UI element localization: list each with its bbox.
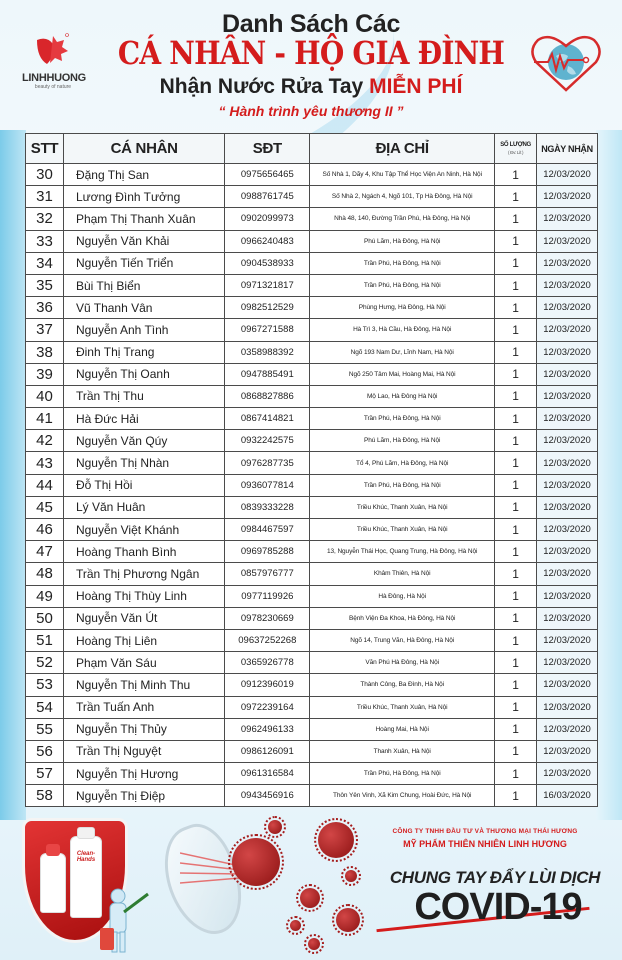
virus-icon (345, 870, 357, 882)
table-row (26, 363, 598, 385)
virus-icon (318, 822, 354, 858)
cell-stt: 50 (26, 607, 64, 629)
cell-phone: 0912396019 (225, 674, 310, 696)
virus-icon (300, 888, 320, 908)
cell-phone: 0943456916 (225, 785, 310, 807)
cell-date: 12/03/2020 (537, 718, 598, 740)
cell-qty: 1 (495, 164, 537, 186)
cell-date: 12/03/2020 (537, 408, 598, 430)
brand-tagline: beauty of nature (34, 84, 72, 90)
table-row (26, 629, 598, 651)
cell-stt: 35 (26, 274, 64, 296)
cell-stt: 54 (26, 696, 64, 718)
cell-qty: 1 (495, 186, 537, 208)
cell-address: Mộ Lao, Hà Đông Hà Nội (310, 385, 495, 407)
table-row (26, 740, 598, 762)
cell-name: Bùi Thị Biển (63, 274, 224, 296)
cell-name: Đỗ Thị Hồi (63, 474, 224, 496)
cell-phone: 0867414821 (225, 408, 310, 430)
cell-qty: 1 (495, 385, 537, 407)
table-row (26, 208, 598, 230)
footer-banner (0, 808, 622, 960)
cell-name: Lý Văn Huân (63, 496, 224, 518)
table-row (26, 696, 598, 718)
cell-date: 12/03/2020 (537, 208, 598, 230)
cell-address: Phú Lãm, Hà Đông, Hà Nội (310, 430, 495, 452)
cell-stt: 58 (26, 785, 64, 807)
cell-qty: 1 (495, 274, 537, 296)
cell-name: Nguyễn Văn Qúy (63, 430, 224, 452)
cell-date: 12/03/2020 (537, 297, 598, 319)
cell-date: 12/03/2020 (537, 430, 598, 452)
table-row (26, 563, 598, 585)
virus-icon (232, 838, 280, 886)
cell-qty: 1 (495, 341, 537, 363)
cell-stt: 31 (26, 186, 64, 208)
cell-phone: 0967271588 (225, 319, 310, 341)
cell-address: Hà Đông, Hà Nội (310, 585, 495, 607)
cell-stt: 40 (26, 385, 64, 407)
background-left-band (0, 130, 26, 820)
cell-qty: 1 (495, 363, 537, 385)
table-row (26, 164, 598, 186)
cell-address: 13, Nguyễn Thái Học, Quang Trung, Hà Đông, Hà Nội (310, 541, 495, 563)
table-row (26, 718, 598, 740)
cell-qty: 1 (495, 208, 537, 230)
table-row (26, 474, 598, 496)
cell-stt: 55 (26, 718, 64, 740)
cell-phone: 0976287735 (225, 452, 310, 474)
cell-date: 12/03/2020 (537, 230, 598, 252)
table-row (26, 341, 598, 363)
brand-name: LINHHUONG (22, 72, 86, 84)
cell-address: Ngõ 250 Tâm Mai, Hoàng Mai, Hà Nội (310, 363, 495, 385)
cell-qty: 1 (495, 607, 537, 629)
cell-qty: 1 (495, 408, 537, 430)
cell-address: Hà Trì 3, Hà Cầu, Hà Đông, Hà Nội (310, 319, 495, 341)
cell-qty: 1 (495, 629, 537, 651)
cell-address: Trần Phú, Hà Đông, Hà Nội (310, 763, 495, 785)
cell-address: Trần Phú, Hà Đông, Hà Nội (310, 252, 495, 274)
table-row (26, 585, 598, 607)
cell-stt: 38 (26, 341, 64, 363)
cell-qty: 1 (495, 541, 537, 563)
virus-icon (336, 908, 360, 932)
cell-date: 12/03/2020 (537, 341, 598, 363)
cell-name: Nguyễn Thị Minh Thu (63, 674, 224, 696)
cell-phone: 0839333228 (225, 496, 310, 518)
table-row (26, 230, 598, 252)
cell-stt: 33 (26, 230, 64, 252)
cell-stt: 36 (26, 297, 64, 319)
cell-stt: 43 (26, 452, 64, 474)
cell-name: Hà Đức Hải (63, 408, 224, 430)
table-row (26, 408, 598, 430)
cell-stt: 47 (26, 541, 64, 563)
cell-qty: 1 (495, 297, 537, 319)
cell-name: Nguyễn Tiến Triển (63, 252, 224, 274)
cell-phone: 0365926778 (225, 652, 310, 674)
cell-phone: 0986126091 (225, 740, 310, 762)
cell-qty: 1 (495, 496, 537, 518)
col-header-name: CÁ NHÂN (63, 134, 224, 164)
cell-phone: 0936077814 (225, 474, 310, 496)
cell-date: 12/03/2020 (537, 474, 598, 496)
cell-date: 12/03/2020 (537, 696, 598, 718)
cell-qty: 1 (495, 674, 537, 696)
poster-header (0, 0, 622, 128)
table-row (26, 607, 598, 629)
cell-date: 12/03/2020 (537, 763, 598, 785)
cell-qty: 1 (495, 252, 537, 274)
cell-stt: 42 (26, 430, 64, 452)
virus-icon (290, 920, 301, 931)
cell-phone: 0961316584 (225, 763, 310, 785)
small-bottle-image (40, 853, 66, 913)
col-header-address: ĐỊA CHỈ (310, 134, 495, 164)
cell-stt: 32 (26, 208, 64, 230)
table-row (26, 186, 598, 208)
heart-globe-icon (528, 28, 604, 94)
col-header-phone: SĐT (225, 134, 310, 164)
cell-qty: 1 (495, 230, 537, 252)
cell-phone: 0962496133 (225, 718, 310, 740)
cell-stt: 34 (26, 252, 64, 274)
cell-name: Nguyễn Văn Khải (63, 230, 224, 252)
cell-qty: 1 (495, 718, 537, 740)
cell-date: 12/03/2020 (537, 629, 598, 651)
cell-name: Trần Tuấn Anh (63, 696, 224, 718)
cell-stt: 57 (26, 763, 64, 785)
cell-address: Phú Lãm, Hà Đông, Hà Nội (310, 230, 495, 252)
table-row (26, 519, 598, 541)
table-row (26, 430, 598, 452)
col-header-stt: STT (26, 134, 64, 164)
cell-address: Thành Công, Ba Đình, Hà Nội (310, 674, 495, 696)
cell-address: Nhà 48, 140, Đường Trần Phú, Hà Đông, Hà Nội (310, 208, 495, 230)
cell-name: Trần Thị Phương Ngân (63, 563, 224, 585)
cell-date: 12/03/2020 (537, 519, 598, 541)
cell-name: Trần Thị Nguyệt (63, 740, 224, 762)
cell-phone: 0966240483 (225, 230, 310, 252)
cell-name: Nguyễn Thị Điệp (63, 785, 224, 807)
cell-date: 12/03/2020 (537, 585, 598, 607)
cell-phone: 0982512529 (225, 297, 310, 319)
cell-address: Số Nhà 1, Dãy 4, Khu Tập Thể Học Viện An Ninh, Hà Nội (310, 164, 495, 186)
cell-phone: 0932242575 (225, 430, 310, 452)
cell-qty: 1 (495, 585, 537, 607)
cell-stt: 39 (26, 363, 64, 385)
sprayer-person-icon (98, 886, 150, 956)
cell-date: 12/03/2020 (537, 607, 598, 629)
cell-address: Thôn Yên Vinh, Xã Kim Chung, Hoài Đức, Hà Nội (310, 785, 495, 807)
cell-qty: 1 (495, 319, 537, 341)
cell-name: Lương Đình Tưởng (63, 186, 224, 208)
table-row (26, 274, 598, 296)
table-row (26, 541, 598, 563)
table-row (26, 674, 598, 696)
cell-name: Trần Thị Thu (63, 385, 224, 407)
cell-address: Triều Khúc, Thanh Xuân, Hà Nội (310, 496, 495, 518)
cell-name: Đặng Thị San (63, 164, 224, 186)
cell-name: Nguyễn Anh Tình (63, 319, 224, 341)
recipients-table (25, 133, 598, 807)
table-row (26, 496, 598, 518)
virus-icon (308, 938, 320, 950)
cell-phone: 0904538933 (225, 252, 310, 274)
table-row (26, 785, 598, 807)
table-row (26, 652, 598, 674)
title-line-3-highlight: MIỄN PHÍ (369, 75, 463, 98)
cell-stt: 49 (26, 585, 64, 607)
cell-date: 12/03/2020 (537, 363, 598, 385)
cell-stt: 41 (26, 408, 64, 430)
table-header-row (26, 134, 598, 164)
cell-date: 12/03/2020 (537, 164, 598, 186)
cell-address: Phùng Hưng, Hà Đông, Hà Nội (310, 297, 495, 319)
company-name: CÔNG TY TNHH ĐẦU TƯ VÀ THƯƠNG MẠI THÁI HƯƠNG (392, 828, 578, 835)
cell-date: 12/03/2020 (537, 740, 598, 762)
col-header-qty (495, 134, 537, 164)
cell-name: Nguyễn Văn Út (63, 607, 224, 629)
cell-date: 12/03/2020 (537, 452, 598, 474)
cell-name: Đinh Thị Trang (63, 341, 224, 363)
cell-address: Triều Khúc, Thanh Xuân, Hà Nội (310, 519, 495, 541)
table-body (26, 164, 598, 807)
cell-phone: 0977119926 (225, 585, 310, 607)
cell-date: 12/03/2020 (537, 186, 598, 208)
col-header-qty-unit: ( Đv: Lít ) (507, 149, 524, 155)
cell-address: Triều Khúc, Thanh Xuân, Hà Nội (310, 696, 495, 718)
cell-name: Vũ Thanh Vân (63, 297, 224, 319)
virus-icon (268, 820, 282, 834)
covid-title: COVID-19 (414, 886, 582, 928)
cell-date: 12/03/2020 (537, 563, 598, 585)
cell-phone: 0969785288 (225, 541, 310, 563)
table-row (26, 297, 598, 319)
cell-qty: 1 (495, 474, 537, 496)
brand-line: MỸ PHẨM THIÊN NHIÊN LINH HƯƠNG (403, 839, 567, 849)
cell-qty: 1 (495, 785, 537, 807)
cell-phone: 0978230669 (225, 607, 310, 629)
cell-name: Hoàng Thị Liên (63, 629, 224, 651)
cell-phone: 0972239164 (225, 696, 310, 718)
cell-stt: 46 (26, 519, 64, 541)
campaign-slogan: CHUNG TAY ĐẨY LÙI DỊCH (389, 868, 601, 887)
table-row (26, 763, 598, 785)
cell-phone: 0971321817 (225, 274, 310, 296)
cell-date: 12/03/2020 (537, 385, 598, 407)
cell-address: Hoàng Mai, Hà Nội (310, 718, 495, 740)
cell-date: 12/03/2020 (537, 319, 598, 341)
cell-stt: 53 (26, 674, 64, 696)
title-line-3-prefix: Nhận Nước Rửa Tay (159, 75, 370, 98)
cell-name: Phạm Thị Thanh Xuân (63, 208, 224, 230)
cell-address: Bệnh Viện Đa Khoa, Hà Đông, Hà Nội (310, 607, 495, 629)
cell-qty: 1 (495, 652, 537, 674)
cell-address: Trần Phú, Hà Đông, Hà Nội (310, 408, 495, 430)
cell-address: Ngõ 14, Trung Văn, Hà Đông, Hà Nội (310, 629, 495, 651)
cell-phone: 0947885491 (225, 363, 310, 385)
cell-date: 12/03/2020 (537, 652, 598, 674)
title-line-1: Danh Sách Các (221, 10, 401, 38)
cell-stt: 51 (26, 629, 64, 651)
cell-qty: 1 (495, 740, 537, 762)
cell-phone: 0902099973 (225, 208, 310, 230)
cell-stt: 45 (26, 496, 64, 518)
cell-stt: 44 (26, 474, 64, 496)
cell-date: 12/03/2020 (537, 496, 598, 518)
cell-address: Trần Phú, Hà Đông, Hà Nội (310, 274, 495, 296)
cell-qty: 1 (495, 763, 537, 785)
cell-address: Văn Phú Hà Đông, Hà Nội (310, 652, 495, 674)
cell-address: Trần Phú, Hà Đông, Hà Nội (310, 474, 495, 496)
cell-date: 12/03/2020 (537, 274, 598, 296)
title-line-2: CÁ NHÂN - HỘ GIA ĐÌNH (117, 35, 505, 72)
cell-phone: 0988761745 (225, 186, 310, 208)
cell-date: 12/03/2020 (537, 541, 598, 563)
cell-stt: 56 (26, 740, 64, 762)
cell-name: Nguyễn Thị Thủy (63, 718, 224, 740)
cell-stt: 30 (26, 164, 64, 186)
cell-phone: 0358988392 (225, 341, 310, 363)
cell-address: Khâm Thiên, Hà Nội (310, 563, 495, 585)
cell-qty: 1 (495, 519, 537, 541)
table-row (26, 252, 598, 274)
cell-qty: 1 (495, 696, 537, 718)
cell-name: Nguyễn Thị Nhàn (63, 452, 224, 474)
cell-name: Nguyễn Thị Oanh (63, 363, 224, 385)
cell-name: Hoàng Thanh Bình (63, 541, 224, 563)
cell-address: Ngõ 193 Nam Dư, Lĩnh Nam, Hà Nội (310, 341, 495, 363)
cell-name: Nguyễn Việt Khánh (63, 519, 224, 541)
campaign-subtitle: “ Hành trình yêu thương II ” (218, 103, 404, 119)
cell-qty: 1 (495, 430, 537, 452)
cell-stt: 37 (26, 319, 64, 341)
cell-name: Hoàng Thị Thùy Linh (63, 585, 224, 607)
col-header-qty-label: SỐ LƯỢNG (500, 141, 531, 148)
cell-name: Phạm Văn Sáu (63, 652, 224, 674)
col-header-date: NGÀY NHẬN (537, 134, 598, 164)
cell-date: 12/03/2020 (537, 252, 598, 274)
cell-address: Tổ 4, Phú Lãm, Hà Đông, Hà Nội (310, 452, 495, 474)
cell-phone: 0975656465 (225, 164, 310, 186)
cell-stt: 52 (26, 652, 64, 674)
cell-qty: 1 (495, 452, 537, 474)
background-right-band (596, 130, 622, 820)
cell-stt: 48 (26, 563, 64, 585)
cell-phone: 0857976777 (225, 563, 310, 585)
table-row (26, 385, 598, 407)
cell-date: 12/03/2020 (537, 674, 598, 696)
cell-address: Thanh Xuân, Hà Nội (310, 740, 495, 762)
cell-phone: 0984467597 (225, 519, 310, 541)
table-row (26, 319, 598, 341)
cell-name: Nguyễn Thị Hương (63, 763, 224, 785)
cell-phone: 09637252268 (225, 629, 310, 651)
product-label: Clean-Hands (76, 851, 96, 863)
cell-phone: 0868827886 (225, 385, 310, 407)
cell-qty: 1 (495, 563, 537, 585)
cell-date: 16/03/2020 (537, 785, 598, 807)
table-row (26, 452, 598, 474)
cell-address: Số Nhà 2, Ngách 4, Ngõ 101, Tp Hà Đông, Hà Nội (310, 186, 495, 208)
